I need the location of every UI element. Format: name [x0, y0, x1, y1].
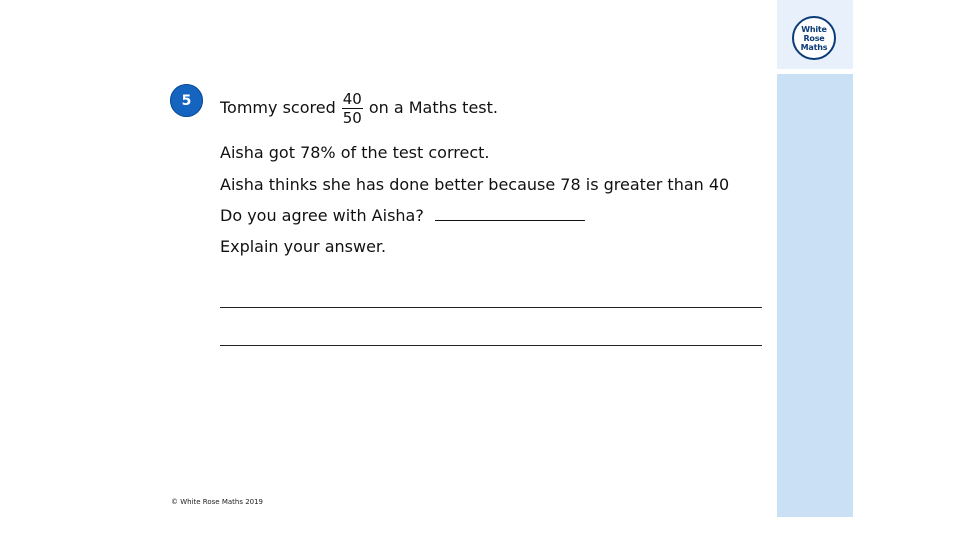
fraction — [342, 91, 363, 126]
line1-suffix: on a Maths test. — [368, 97, 498, 117]
logo-word-rose: Rose — [803, 33, 825, 43]
question-line-1 — [220, 90, 498, 125]
answer-line-1[interactable] — [220, 307, 762, 308]
question-number-badge: 5 — [170, 84, 203, 117]
question-line-4 — [220, 206, 585, 226]
agree-answer-blank[interactable] — [435, 206, 585, 221]
agree-prompt: Do you agree with Aisha? — [220, 206, 424, 225]
sidebar-header — [777, 0, 853, 69]
question-line-3: Aisha thinks she has done better because 78 is greater than 40 — [220, 175, 730, 194]
answer-line-2[interactable] — [220, 345, 762, 346]
question-line-5: Explain your answer. — [220, 237, 387, 256]
white-rose-maths-logo — [792, 16, 836, 60]
copyright-footer: © White Rose Maths 2019 — [171, 498, 264, 506]
fraction-denominator: 50 — [342, 109, 362, 127]
logo-word-maths: Maths — [800, 42, 828, 52]
logo-word-white: White — [801, 24, 827, 34]
line1-prefix: Tommy scored — [220, 97, 336, 117]
sidebar-panel — [777, 0, 853, 517]
fraction-numerator: 40 — [342, 90, 362, 108]
question-line-2: Aisha got 78% of the test correct. — [220, 143, 490, 162]
